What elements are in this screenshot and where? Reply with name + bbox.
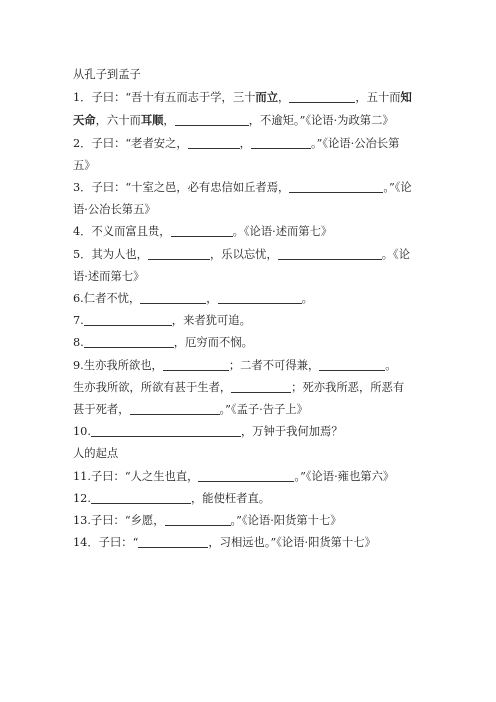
text: 10. [73, 425, 91, 439]
bold-text: 而立 [255, 90, 279, 105]
question-5-line-2 [73, 266, 425, 288]
blank-field[interactable] [165, 513, 231, 526]
text: 4．不义而富且贵， [73, 225, 171, 239]
text: 。”《论语·雍也第六》 [294, 469, 395, 483]
blank-field[interactable] [289, 90, 355, 103]
blank-field[interactable] [130, 402, 220, 415]
text: 。”《论语·阳货第十七》 [230, 514, 342, 528]
text: ，六十而 [95, 114, 141, 128]
text: ， [278, 91, 290, 105]
question-6-line [73, 288, 425, 310]
question-10-line [73, 421, 425, 443]
text: 甚于死者， [73, 403, 130, 417]
question-1-line-1 [73, 86, 425, 109]
question-4-line [73, 221, 425, 243]
blank-field[interactable] [278, 247, 382, 260]
text: 3．子曰：“十室之邑，必有忠信如丘者焉， [73, 181, 290, 195]
question-9-line-1 [73, 355, 425, 377]
text: 。《论语·述而第七》 [232, 225, 333, 239]
blank-field[interactable] [175, 113, 249, 126]
document-page [73, 64, 425, 554]
text: 。 [385, 358, 397, 372]
question-2-line-1 [73, 133, 425, 155]
bold-text: 知 [400, 90, 412, 105]
blank-field[interactable] [198, 469, 294, 482]
text: 。”《论 [383, 181, 412, 195]
blank-field[interactable] [171, 224, 233, 237]
text: ，不逾矩。”《论语·为政第二》 [248, 114, 394, 128]
text: 11.子曰：“人之生也直， [73, 469, 199, 483]
question-3-line-1 [73, 177, 425, 199]
question-3-line-2 [73, 199, 425, 221]
blank-field[interactable] [218, 291, 302, 304]
text: 6.仁者不忧， [73, 292, 141, 306]
text: 。 [301, 292, 313, 306]
section-title-text: 从孔子到孟子 [73, 68, 141, 81]
text: 8. [73, 336, 84, 350]
text: 12. [73, 491, 91, 505]
question-9-line-2 [73, 377, 425, 399]
bold-text: 天命 [73, 113, 96, 128]
blank-field[interactable] [231, 380, 291, 393]
blank-field[interactable] [163, 358, 229, 371]
text: 。”《论语·公冶长第 [310, 136, 400, 150]
section-title-text: 人的起点 [73, 447, 119, 461]
section-title [73, 64, 425, 86]
blank-field[interactable] [91, 424, 241, 437]
text: ，厄穷而不悯。 [173, 336, 253, 350]
blank-field[interactable] [138, 535, 208, 548]
text: ， [206, 292, 218, 306]
text: 7. [73, 314, 84, 328]
blank-field[interactable] [289, 180, 383, 193]
blank-field[interactable] [84, 335, 174, 348]
question-8-line [73, 332, 425, 354]
bold-text: 耳顺 [140, 113, 164, 128]
text: ，来者犹可追。 [171, 314, 251, 328]
text: 1．子曰：“吾十有五而志于学，三十 [73, 91, 256, 105]
text: ，乐以忘忧， [209, 247, 278, 261]
question-5-line-1 [73, 244, 425, 266]
text: ，万钟于我何加焉？ [240, 425, 343, 439]
text: 。《论 [381, 247, 411, 261]
text: 语·公冶长第五》 [73, 203, 156, 217]
section-title [73, 443, 425, 465]
question-12-line [73, 488, 425, 510]
blank-field[interactable] [91, 491, 191, 504]
text: 13.子曰：“乡愿， [73, 514, 165, 528]
text: 14．子曰：“ [73, 536, 139, 550]
text: ， [163, 114, 175, 128]
blank-field[interactable] [319, 358, 385, 371]
text: ， [239, 136, 251, 150]
text: 5．其为人也， [73, 247, 148, 261]
question-7-line [73, 310, 425, 332]
text: 9.生亦我所欲也， [73, 358, 163, 372]
text: 生亦我所欲，所欲有甚于生者， [73, 380, 232, 394]
text: 语·述而第七》 [73, 269, 145, 283]
question-11-line [73, 466, 425, 488]
blank-field[interactable] [140, 291, 206, 304]
text: ；死亦我所恶，所恶有 [291, 380, 405, 394]
text: 2．子曰：“老者安之， [73, 136, 188, 150]
blank-field[interactable] [251, 136, 311, 149]
blank-field[interactable] [84, 313, 172, 326]
text: ；二者不可得兼， [228, 358, 320, 372]
blank-field[interactable] [188, 136, 240, 149]
blank-field[interactable] [148, 247, 210, 260]
text: ，习相远也。”《论语·阳货第十七》 [208, 536, 376, 550]
question-2-line-2 [73, 155, 425, 177]
question-13-line [73, 510, 425, 532]
question-1-line-2 [73, 109, 425, 132]
text: 五》 [73, 158, 96, 172]
text: ，五十而 [355, 91, 401, 105]
text: ，能使枉者直。 [190, 491, 271, 505]
question-9-line-3 [73, 399, 425, 421]
question-14-line [73, 532, 425, 554]
text: 。”《孟子·告子上》 [219, 403, 308, 417]
